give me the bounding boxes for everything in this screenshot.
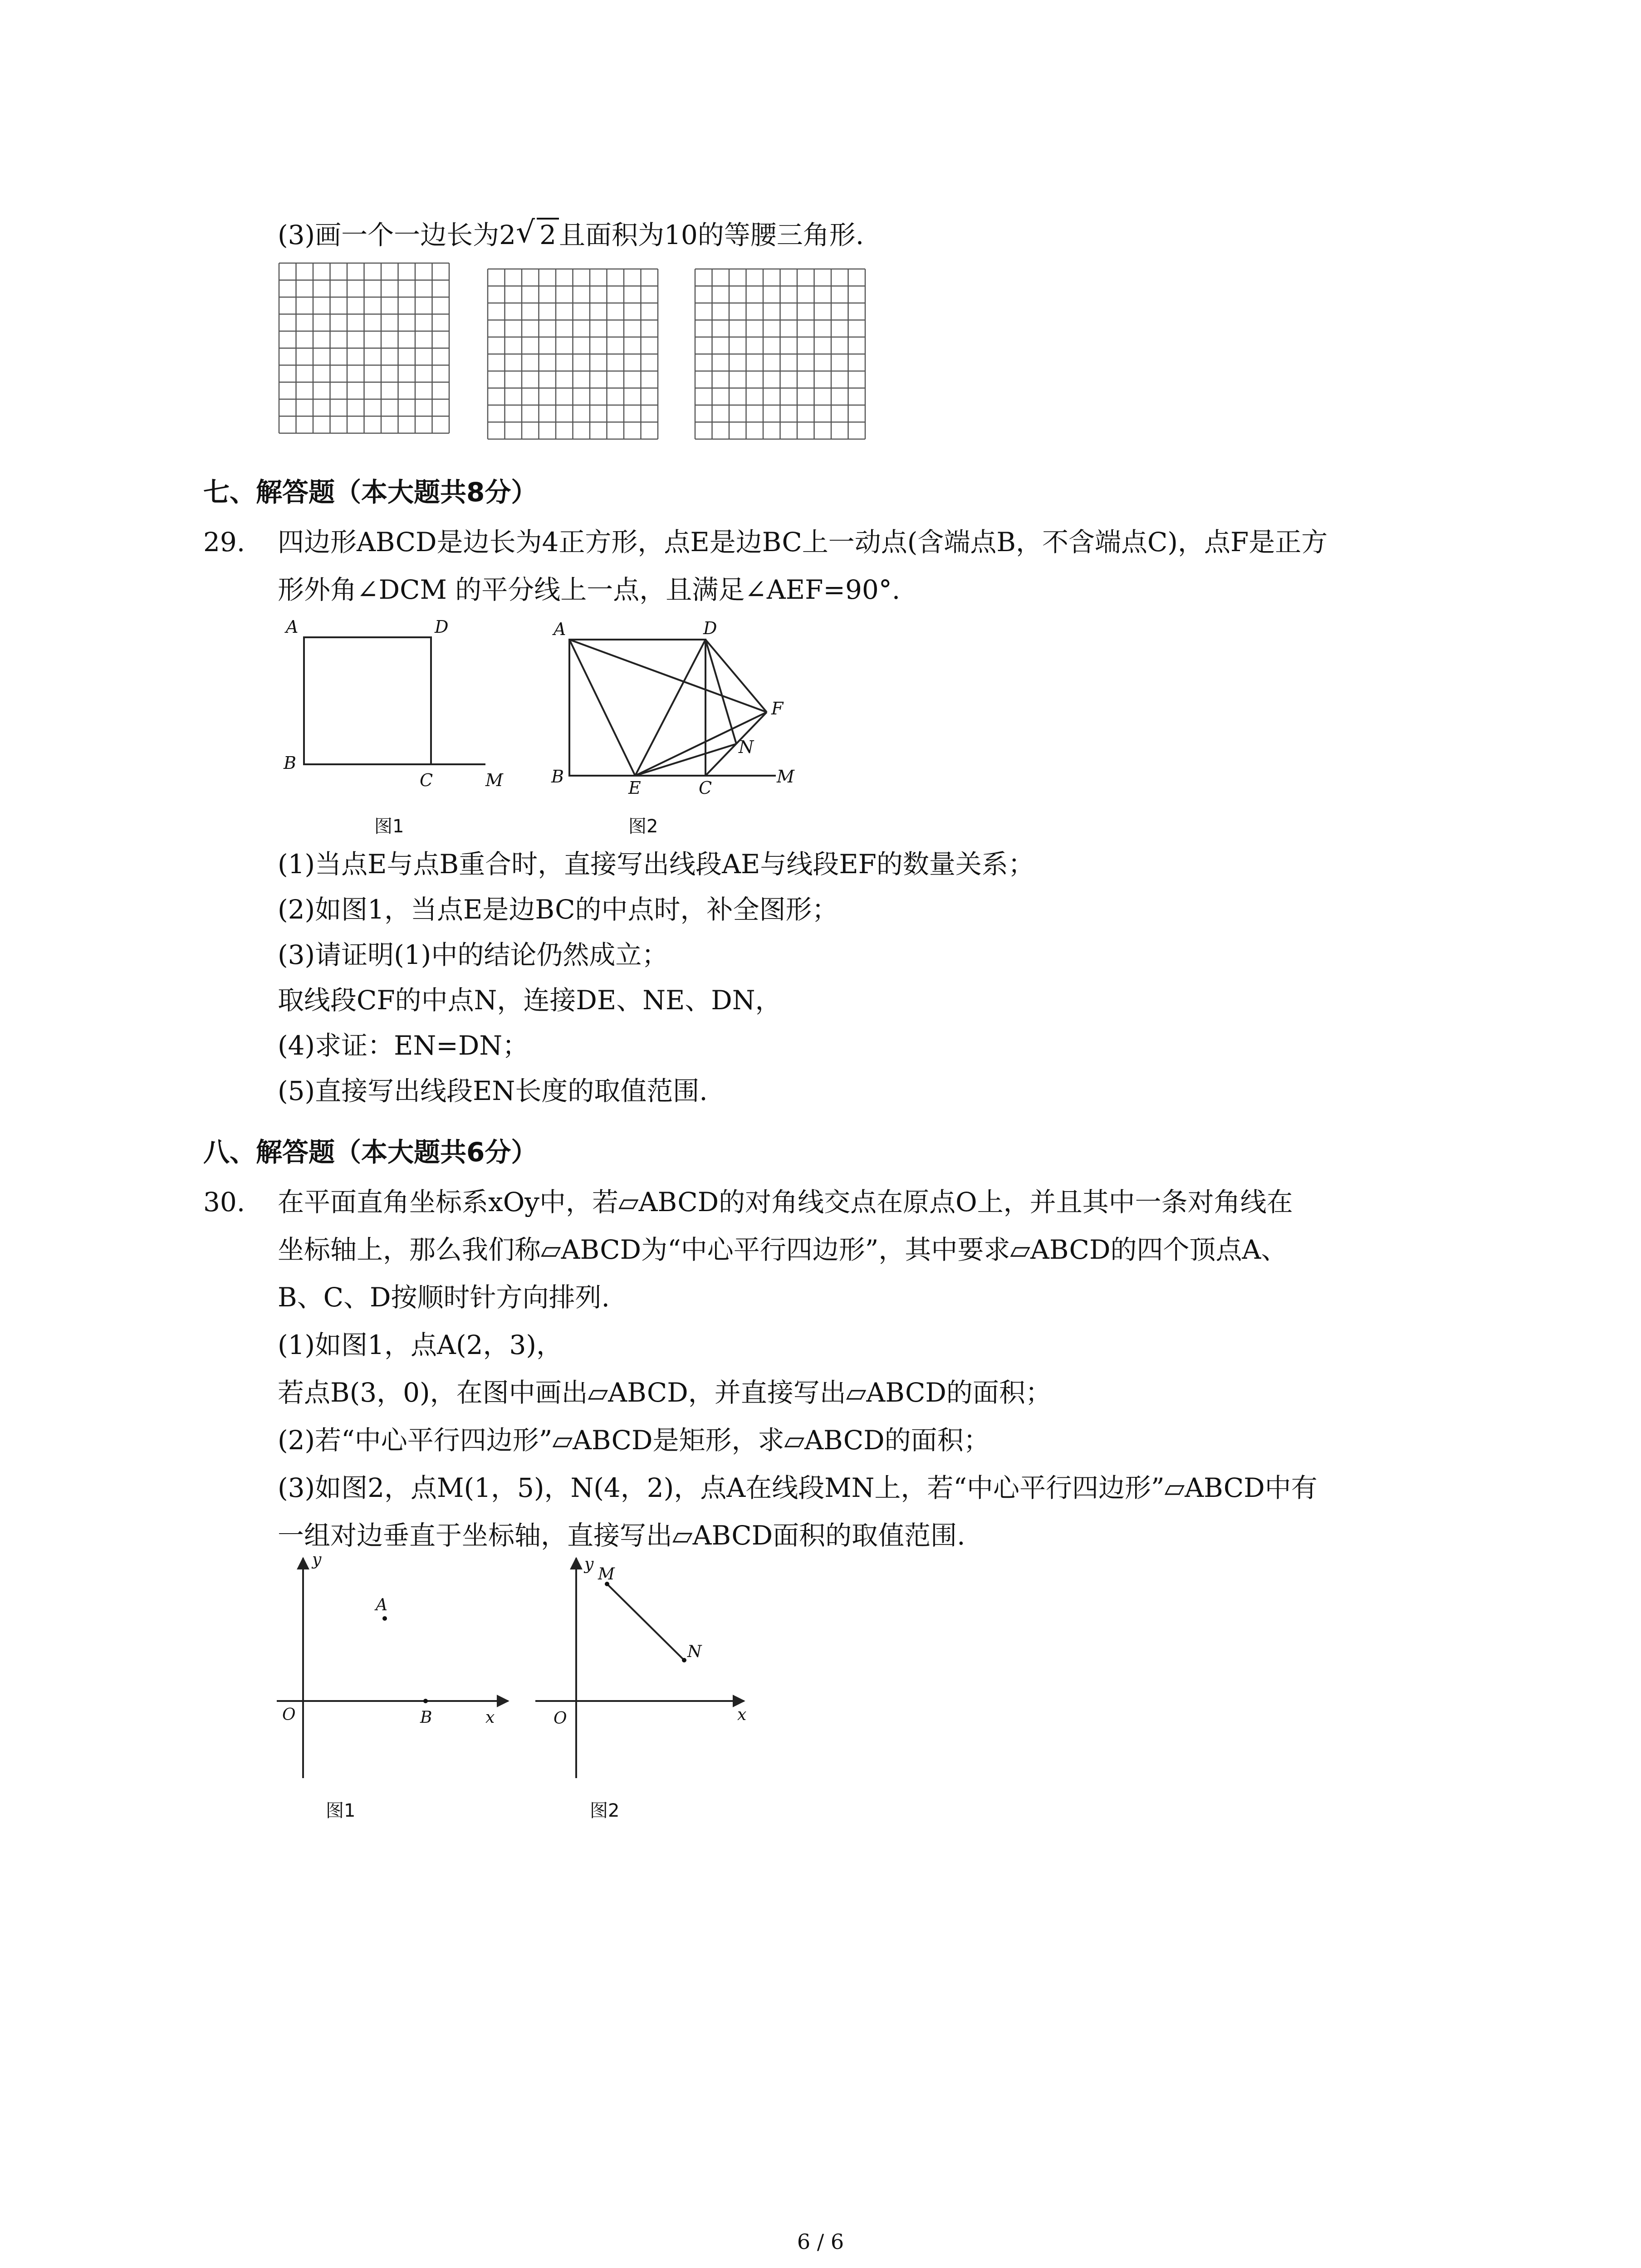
- label-m: M: [485, 770, 503, 790]
- sqrt-symbol: [516, 217, 559, 253]
- q29-note: 取线段CF的中点N，连接DE、NE、DN，: [278, 985, 782, 1016]
- page-number: 6 / 6: [797, 2229, 844, 2254]
- label-f: F: [771, 699, 784, 719]
- label-y: y: [584, 1555, 594, 1574]
- label-d: D: [435, 617, 449, 637]
- label-a: A: [286, 617, 299, 637]
- q30-fig1-caption: 图1: [326, 1800, 356, 1821]
- q29-part1: (1)当点E与点B重合时，直接写出线段AE与线段EF的数量关系；: [278, 849, 1034, 880]
- label-o: O: [282, 1706, 296, 1724]
- grid-paper-1: [279, 263, 451, 440]
- label-x: x: [737, 1706, 747, 1724]
- q29-part5: (5)直接写出线段EN长度的取值范围.: [278, 1075, 708, 1106]
- q30-figure-2: [531, 1551, 785, 1787]
- q28-part3-prefix: (3)画一个一边长为2: [278, 220, 516, 250]
- square-abcd: [304, 637, 431, 764]
- point-a: [382, 1616, 387, 1621]
- q29-part2: (2)如图1，当点E是边BC的中点时，补全图形；: [278, 894, 838, 925]
- q30-stem-line1: 在平面直角坐标系xOy中，若▱ABCD的对角线交点在原点O上，并且其中一条对角线在: [278, 1187, 1293, 1217]
- label-c: C: [420, 770, 433, 790]
- section-8-heading: 八、解答题（本大题共6分）: [203, 1137, 538, 1168]
- q29-fig2-caption: 图2: [628, 816, 658, 837]
- label-n: N: [739, 737, 754, 757]
- q29-part4: (4)求证：EN=DN；: [278, 1030, 529, 1061]
- q29-figure-2: [544, 612, 826, 798]
- q28-part3: [278, 217, 864, 253]
- q30-stem-line2: 坐标轴上，那么我们称▱ABCD为“中心平行四边形”，其中要求▱ABCD的四个顶点A、: [278, 1234, 1288, 1265]
- q29-number: 29.: [203, 527, 245, 557]
- q30-part3a: (3)如图2，点M(1，5)，N(4，2)，点A在线段MN上，若“中心平行四边形”▱ABCD中有: [278, 1472, 1318, 1503]
- q30-number: 30.: [203, 1187, 245, 1217]
- q30-part1b: 若点B(3，0)，在图中画出▱ABCD，并直接写出▱ABCD的面积；: [278, 1377, 1052, 1408]
- q28-part3-suffix: 且面积为10的等腰三角形.: [558, 220, 864, 250]
- label-e: E: [628, 778, 641, 798]
- label-m: M: [777, 767, 794, 787]
- label-y: y: [312, 1550, 322, 1569]
- label-x: x: [485, 1708, 495, 1727]
- label-m: M: [598, 1565, 615, 1584]
- section-7-heading: 七、解答题（本大题共8分）: [203, 477, 538, 508]
- label-b: B: [284, 753, 296, 773]
- q30-figure-1: [272, 1551, 526, 1787]
- segment-de: [635, 640, 705, 776]
- q30-part2: (2)若“中心平行四边形”▱ABCD是矩形，求▱ABCD的面积；: [278, 1425, 990, 1456]
- point-n: [682, 1658, 686, 1662]
- q30-fig2-caption: 图2: [590, 1800, 620, 1821]
- square-abcd-2: [569, 640, 705, 776]
- q29-stem-line1: 四边形ABCD是边长为4正方形，点E是边BC上一动点(含端点B，不含端点C)，点F是正方: [278, 527, 1328, 557]
- label-b: B: [551, 767, 564, 787]
- label-c: C: [699, 778, 712, 798]
- grid-paper-2: [488, 269, 660, 446]
- label-n: N: [687, 1642, 702, 1661]
- q30-part1a: (1)如图1，点A(2，3)，: [278, 1330, 563, 1360]
- q30-stem-line3: B、C、D按顺时针方向排列.: [278, 1282, 610, 1313]
- label-b: B: [420, 1708, 432, 1727]
- segment-mn: [607, 1584, 684, 1660]
- label-d: D: [703, 618, 717, 638]
- point-b: [423, 1699, 428, 1703]
- label-a: A: [376, 1596, 387, 1614]
- label-a: A: [554, 619, 566, 639]
- label-o: O: [554, 1709, 567, 1728]
- q29-fig1-caption: 图1: [374, 816, 404, 837]
- grid-paper-3: [695, 269, 867, 446]
- sqrt-radicand: 2: [537, 218, 559, 250]
- q30-part3b: 一组对边垂直于坐标轴，直接写出▱ABCD面积的取值范围.: [278, 1520, 965, 1551]
- q29-part3: (3)请证明(1)中的结论仍然成立；: [278, 939, 668, 970]
- q29-figure-1: [272, 615, 526, 790]
- q29-stem-line2: 形外角∠DCM 的平分线上一点，且满足∠AEF=90°.: [278, 574, 901, 605]
